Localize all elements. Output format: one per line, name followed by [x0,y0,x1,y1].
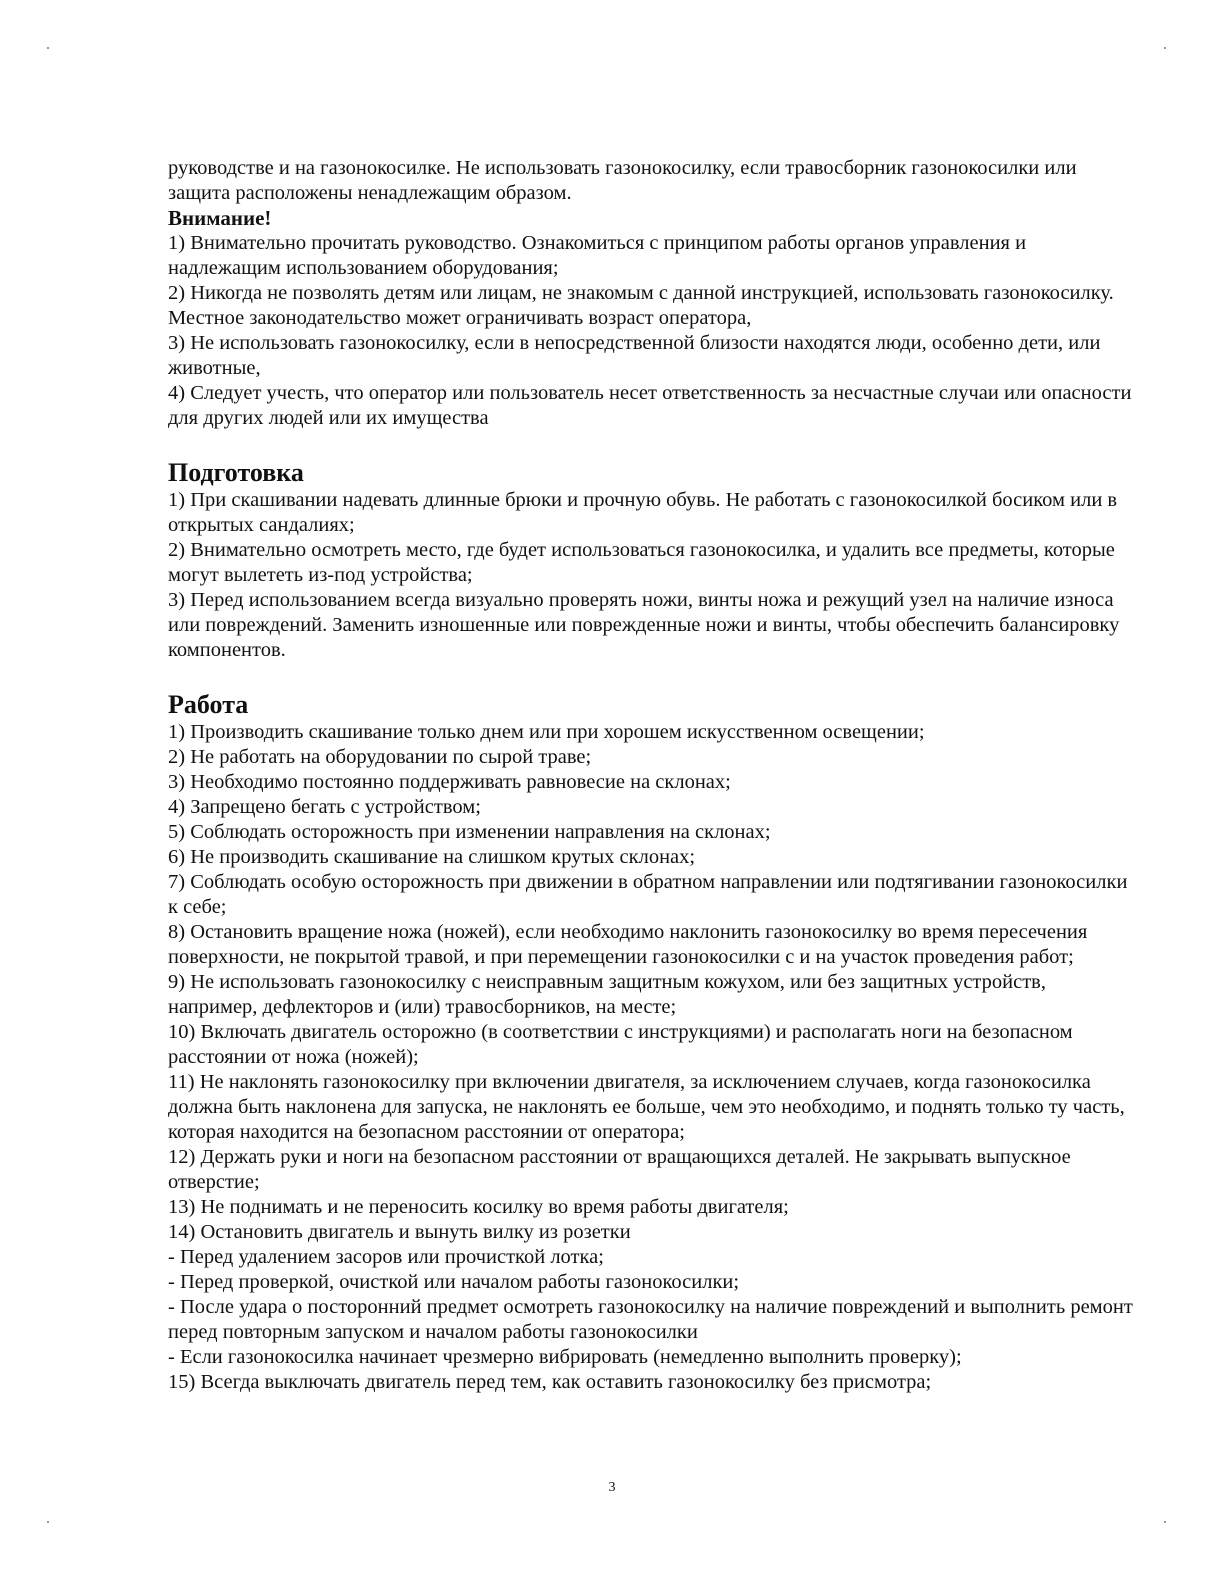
operation-heading: Работа [168,690,249,719]
operation-item: 9) Не использовать газонокосилку с неисправным защитным кожухом, или без защитных устройств, например, дефлекторов и (или) травосборников, на месте; [168,971,1046,1018]
corner-mark-top-right [1164,47,1166,49]
corner-mark-top-left [47,47,49,49]
section-spacer [168,663,1136,690]
corner-mark-bottom-right [1164,1521,1166,1523]
operation-item: 1) Производить скашивание только днем или при хорошем искусственном освещении; [168,721,925,743]
operation-item: 12) Держать руки и ноги на безопасном расстоянии от вращающихся деталей. Не закрывать выпускное отверстие; [168,1146,1071,1193]
operation-subitem: - Перед проверкой, очисткой или началом работы газонокосилки; [168,1271,740,1293]
operation-item: 15) Всегда выключать двигатель перед тем, как оставить газонокосилку без присмотра; [168,1371,932,1393]
preparation-heading: Подготовка [168,458,304,487]
operation-item: 3) Необходимо постоянно поддерживать равновесие на склонах; [168,771,731,793]
operation-item: 7) Соблюдать особую осторожность при движении в обратном направлении или подтягивании газонокосилки к себе; [168,871,1128,918]
warning-item: 3) Не использовать газонокосилку, если в непосредственной близости находятся люди, особенно дети, или животные, [168,332,1101,379]
operation-item: 10) Включать двигатель осторожно (в соответствии с инструкциями) и располагать ноги на безопасном расстоянии от ножа (ножей); [168,1021,1073,1068]
warning-item: 1) Внимательно прочитать руководство. Ознакомиться с принципом работы органов управления и надлежащим использованием оборудования; [168,232,1027,279]
operation-item: 4) Запрещено бегать с устройством; [168,796,481,818]
operation-subitem: - Если газонокосилка начинает чрезмерно вибрировать (немедленно выполнить проверку); [168,1346,962,1368]
preparation-item: 3) Перед использованием всегда визуально проверять ножи, винты ножа и режущий узел на наличие износа или повреждений. Заменить изношенные или поврежденные ножи и винты, чтобы обеспечить балансировку компонентов. [168,589,1120,661]
warning-item: 2) Никогда не позволять детям или лицам, не знакомым с данной инструкцией, использовать газонокосилку. Местное законодательство может ограничивать возраст оператора, [168,282,1114,329]
corner-mark-bottom-left [47,1521,49,1523]
operation-item: 8) Остановить вращение ножа (ножей), если необходимо наклонить газонокосилку во время пересечения поверхности, не покрытой травой, и при перемещении газонокосилки с и на участок проведения работ; [168,921,1088,968]
operation-item: 13) Не поднимать и не переносить косилку во время работы двигателя; [168,1196,789,1218]
operation-subitem: - После удара о посторонний предмет осмотреть газонокосилку на наличие повреждений и выполнить ремонт перед повторным запуском и началом работы газонокосилки [168,1296,1133,1343]
warning-item: 4) Следует учесть, что оператор или пользователь несет ответственность за несчастные случаи или опасности для других людей или их имущества [168,382,1132,429]
operation-subitem: - Перед удалением засоров или прочисткой лотка; [168,1246,604,1268]
document-body [168,156,1136,1395]
preparation-item: 2) Внимательно осмотреть место, где будет использоваться газонокосилка, и удалить все предметы, которые могут вылететь из-под устройства; [168,539,1115,586]
operation-item: 14) Остановить двигатель и вынуть вилку из розетки [168,1221,631,1243]
operation-item: 2) Не работать на оборудовании по сырой траве; [168,746,592,768]
preparation-item: 1) При скашивании надевать длинные брюки и прочную обувь. Не работать с газонокосилкой босиком или в открытых сандалиях; [168,489,1118,536]
operation-item: 5) Соблюдать осторожность при изменении направления на склонах; [168,821,771,843]
section-spacer [168,431,1136,458]
page-number: 3 [608,1480,616,1495]
warning-heading: Внимание! [168,206,272,230]
operation-item: 11) Не наклонять газонокосилку при включении двигателя, за исключением случаев, когда газонокосилка должна быть наклонена для запуска, не наклонять ее больше, чем это необходимо, и поднять только ту часть, которая находится на безопасном расстоянии от оператора; [168,1071,1125,1143]
operation-item: 6) Не производить скашивание на слишком крутых склонах; [168,846,696,868]
intro-paragraph: руководстве и на газонокосилке. Не использовать газонокосилку, если травосборник газонокосилки или защита расположены ненадлежащим образом. [168,157,1077,204]
